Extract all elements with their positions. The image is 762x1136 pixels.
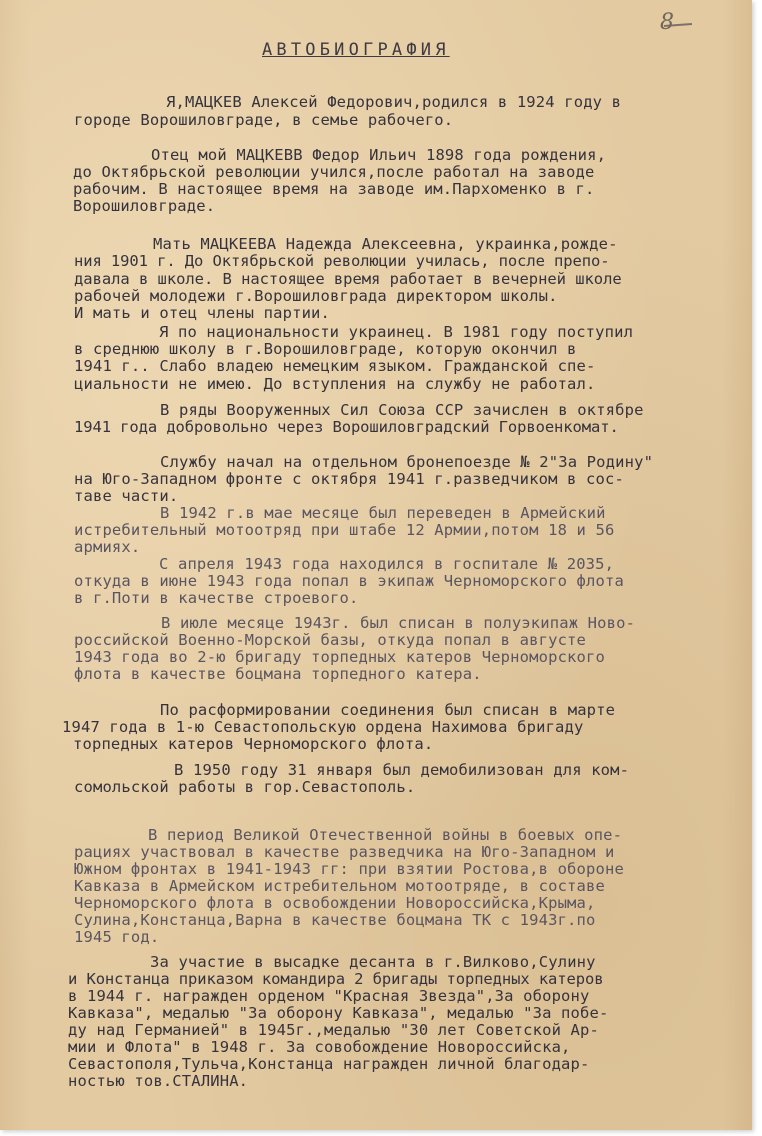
body-line: В ряды Вооруженных Сил Союза ССР зачислен в октябре [160,401,644,419]
body-line: ния 1901 г. До Октябрьской революции училась, после препо- [74,252,610,270]
body-line: до Октябрьской революции учился,после работал на заводе [73,163,595,181]
body-line: Севастополя,Тульча,Констанца награжден личной благодар- [68,1055,590,1073]
body-line: Я по национальности украинец. В 1981 году поступил [159,323,634,341]
body-line: И мать и отец члены партии. [74,304,331,322]
body-line: За участие в высадке десанта в г.Вилково,Сулину [150,953,596,971]
body-line: флота в качестве боцмана торпедного катера. [74,665,482,683]
body-line: Я,МАЦКЕВ Алексей Федорович,родился в 1924 году в [166,93,622,111]
body-line: торпедных катеров Черноморского флота. [73,735,434,753]
body-line: С апреля 1943 года находился в госпитале № 2035, [159,555,615,573]
body-line: рабочей молодежи г.Ворошиловграда директором школы. [74,287,558,305]
body-line: российской Военно-Морской базы, откуда попал в августе [74,631,587,649]
body-line: Службу начал на отдельном бронепоезде № 2"За Родину" [160,453,654,471]
body-line: Кавказа в Армейском истребительном мотоотряде, в составе [74,877,605,895]
body-line: Кавказа", медалью "За оборону Кавказа", медалью "За побе- [68,1004,609,1022]
document-title: АВТОБИОГРАФИЯ [262,40,450,60]
body-line: на Юго-Западном фронте с октября 1941 г.разведчиком в сос- [74,470,624,488]
body-line: Сулина,Констанца,Варна в качестве боцмана ТК с 1943г.по [74,911,596,929]
body-line: В период Великой Отечественной войны в боевых опе- [148,826,623,844]
body-line: В 1942 г.в мае месяце был переведен в Армейский [160,504,606,522]
body-line: ностью тов.СТАЛИНА. [68,1072,249,1090]
body-line: циальности не имею. До вступления на службу не работал. [74,375,596,393]
body-line: рабочим. В настоящее время на заводе им.Пархоменко в г. [73,180,595,198]
body-line: мии и Флота" в 1948 г. За совобождение Новороссийска, [68,1038,571,1056]
body-line: таве части. [74,487,179,505]
body-line: 1941 года добровольно через Ворошиловградский Горвоенкомат. [74,418,619,436]
body-line: 1943 года во 2-ю бригаду торпедных катеров Черноморского [74,648,605,666]
body-line: откуда в июне 1943 года попал в экипаж Черноморского флота [74,572,624,590]
body-line: в г.Поти в качестве строевого. [74,589,359,607]
body-line: Ворошиловграде. [73,197,216,215]
body-line: Южном фронтах в 1941-1943 гг: при взятии Ростова,в обороне [74,860,624,878]
body-line: 1945 год. [74,928,160,946]
body-line: 1947 года в 1-ю Севастопольскую ордена Нахимова бригаду [62,718,584,736]
body-line: в 1944 г. награжден орденом "Красная Звезда",За оборону [68,987,590,1005]
body-line: Черноморского флота в освобождении Новороссийска,Крыма, [74,894,596,912]
body-line: В 1950 году 31 января был демобилизован для ком- [174,761,630,779]
body-line: В июле месяце 1943г. был списан в полуэкипаж Ново- [161,614,636,632]
body-line: истребительный мотоотряд при штабе 12 Армии,потом 18 и 56 [74,521,615,539]
body-line: ду над Германией" в 1945г.,медалью "30 лет Советской Ар- [68,1021,599,1039]
body-line: сомольской работы в гор.Севастополь. [74,778,416,796]
body-line: в среднюю школу в г.Ворошиловграде, которую окончил в [74,340,577,358]
body-line: городе Ворошиловграде, в семье рабочего. [74,111,454,129]
body-line: и Констанца приказом командира 2 бригады торпедных катеров [68,970,604,988]
body-line: 1941 г.. Слабо владею немецким языком. Гражданской спе- [74,357,596,375]
page-number: 8 [660,10,674,35]
body-line: Мать МАЦКЕЕВА Надежда Алексеевна, украинка,рожде- [153,235,618,253]
body-line: рациях участвовал в качестве разведчика на Юго-Западном и [74,843,615,861]
body-line: Отец мой МАЦКЕВВ Федор Ильич 1898 года рождения, [151,146,607,164]
body-line: По расформировании соединения был списан в марте [160,701,616,719]
body-line: армиях. [74,538,141,556]
body-line: давала в школе. В настоящее время работает в вечерней школе [74,270,622,288]
